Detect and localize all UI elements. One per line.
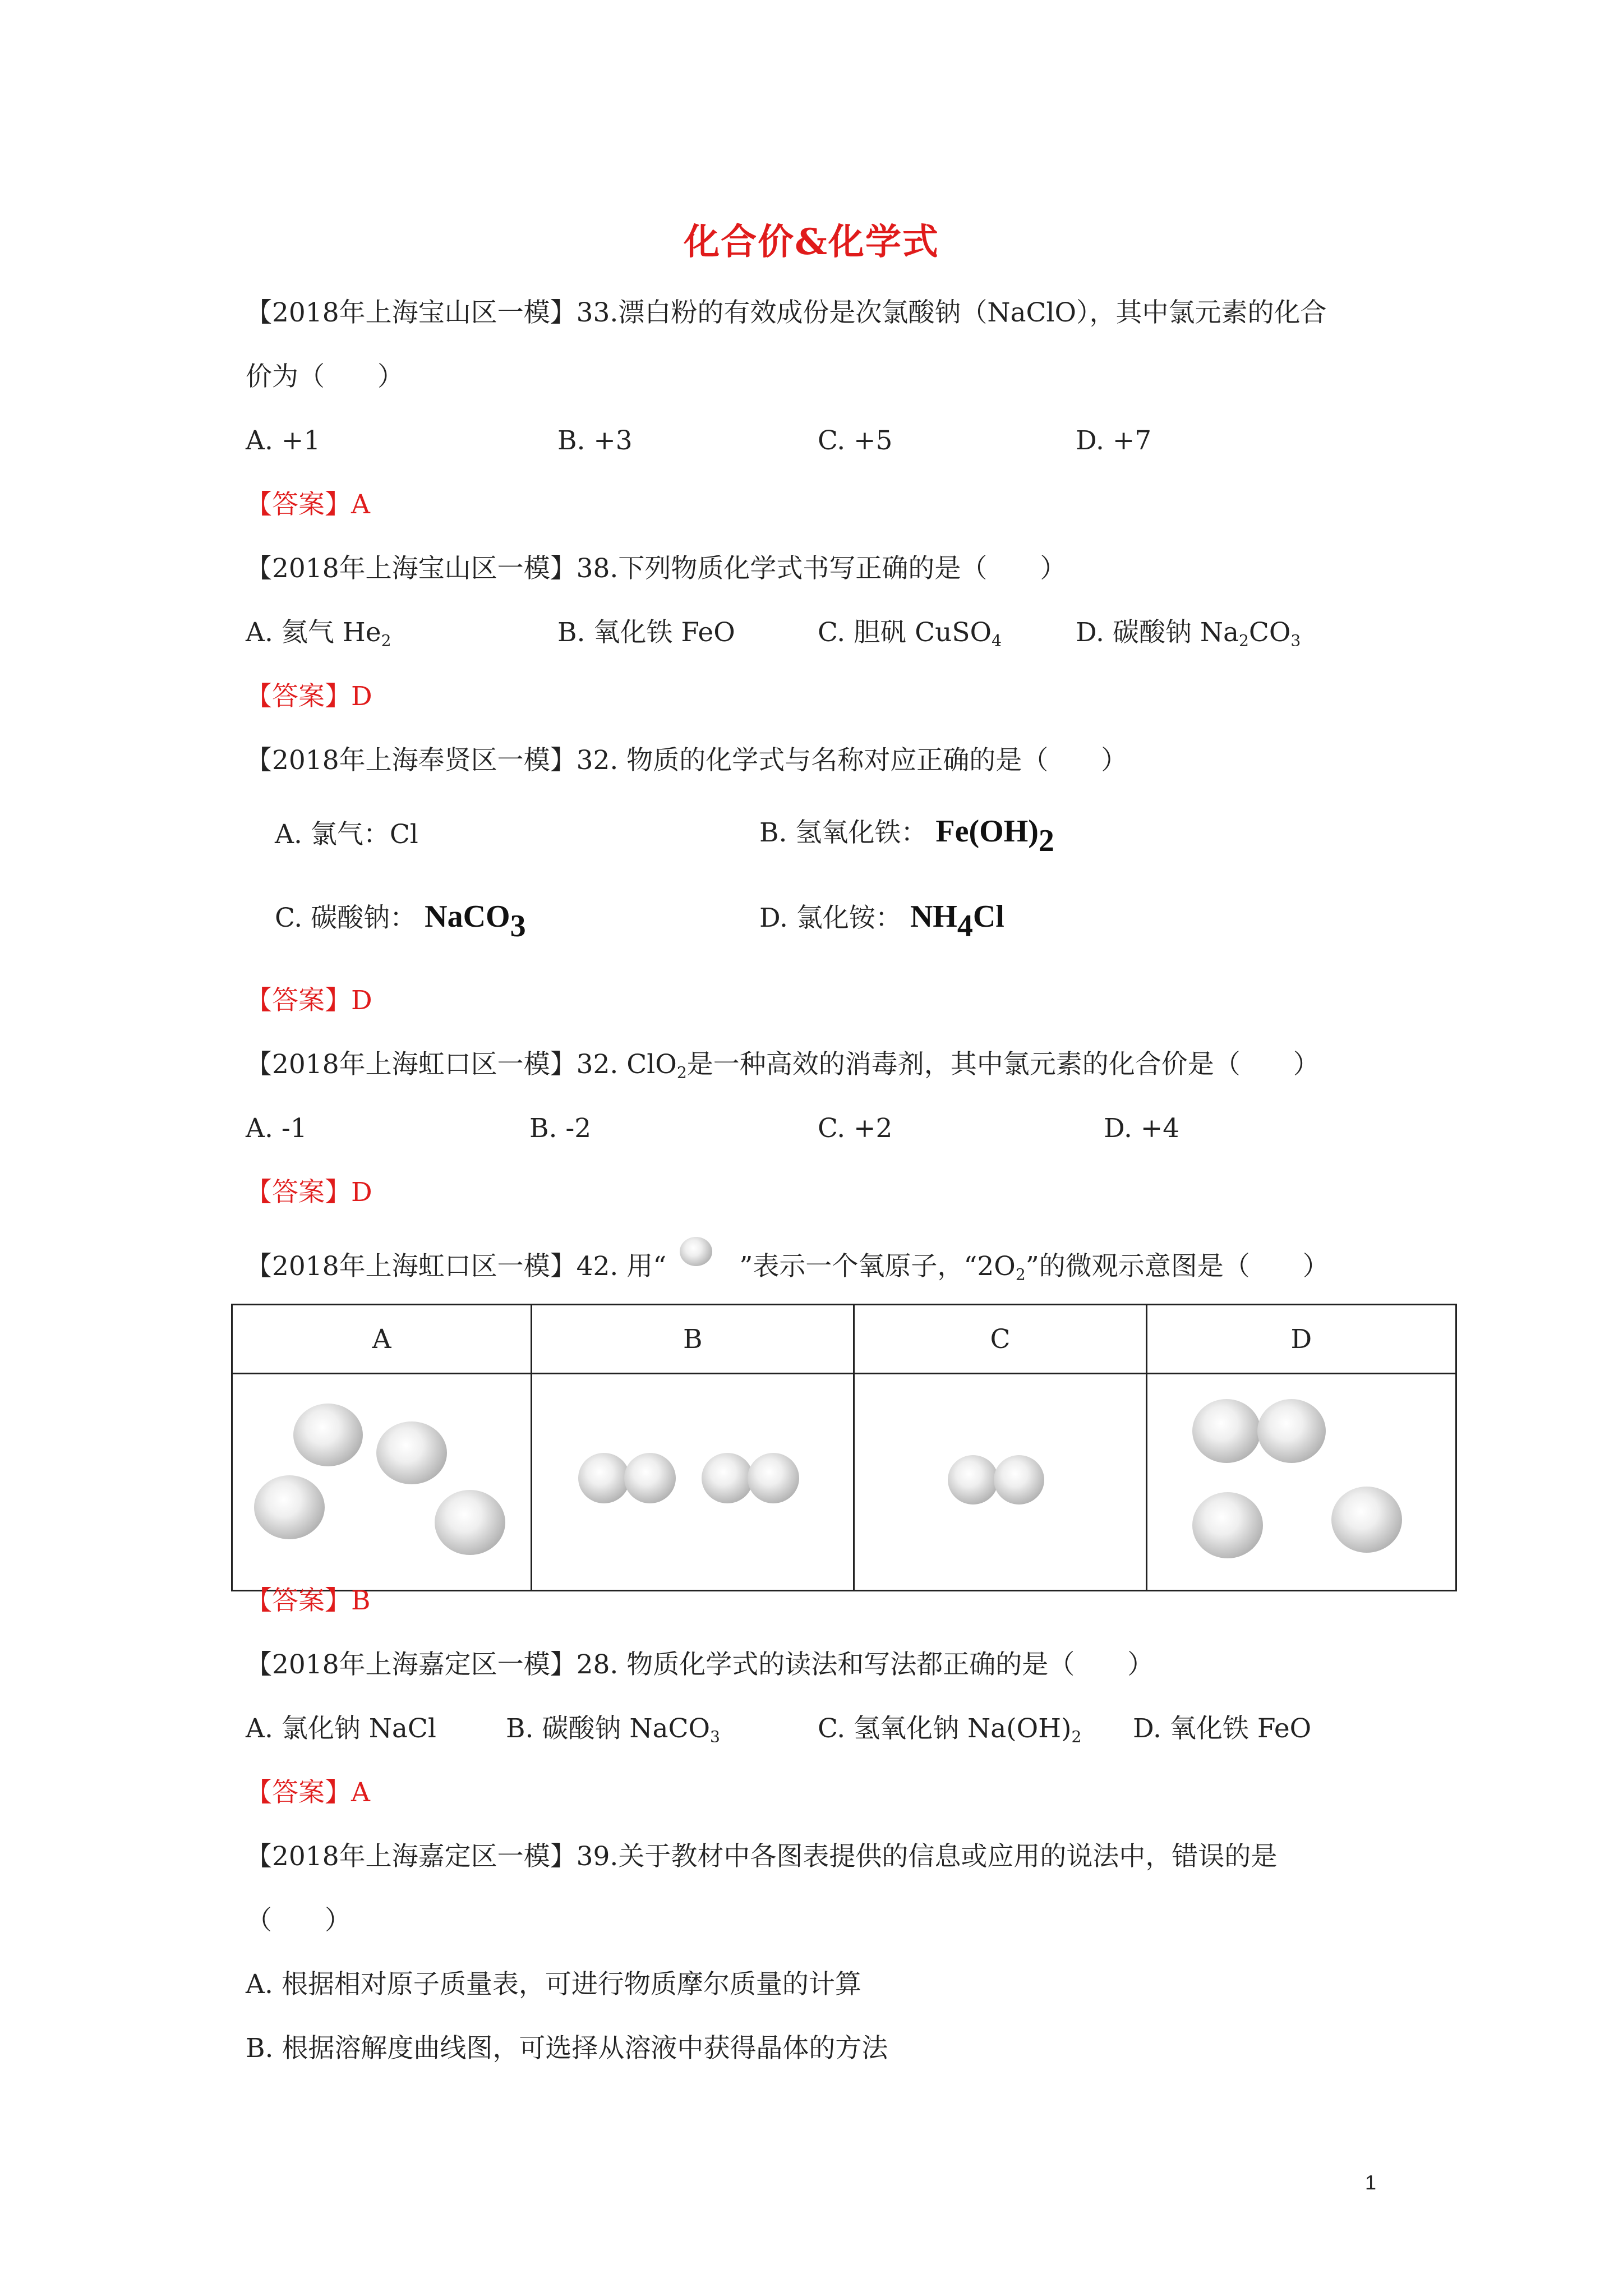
q2-option-d: D. 碳酸钠 $Na_2CO_3$ [1076, 617, 1301, 650]
q6-answer: 【答案】A [246, 1777, 370, 1808]
q2-answer: 【答案】D [246, 681, 372, 712]
q1-answer: 【答案】A [246, 489, 370, 520]
q6-stem: 【2018年上海嘉定区一模】28. 物质化学式的读法和写法都正确的是（ ） [246, 1649, 1154, 1680]
q5-stem: 【2018年上海虹口区一模】42. 用“ ”表示一个氧原子，“$2O_2$”的微观示意图是（ ） [246, 1250, 1329, 1291]
page-number: 1 [1365, 2171, 1377, 2194]
oxygen-atom [994, 1455, 1044, 1504]
q4-option-c: C. +2 [818, 1113, 893, 1144]
oxygen-atom [1331, 1487, 1402, 1553]
q1-option-b: B. +3 [557, 425, 633, 456]
oxygen-atom [435, 1490, 505, 1555]
page-title: 化合价&化学式 [684, 221, 939, 263]
diagram-b [532, 1374, 854, 1591]
q4-option-b: B. -2 [529, 1113, 592, 1144]
oxygen-atom [1192, 1492, 1263, 1558]
diagram-a [232, 1374, 532, 1591]
oxygen-atom [1192, 1399, 1261, 1463]
q6-option-b: B. 碳酸钠 NaCO$_3$ [506, 1713, 720, 1746]
q4-answer: 【答案】D [246, 1177, 372, 1208]
q3-answer: 【答案】D [246, 985, 372, 1016]
oxygen-atom-icon [680, 1237, 712, 1266]
q1-option-d: D. +7 [1076, 425, 1152, 456]
diagram-c [854, 1374, 1146, 1591]
q4-option-d: D. +4 [1104, 1113, 1180, 1144]
oxygen-atom [702, 1453, 753, 1503]
q6-option-d: D. 氧化铁 FeO [1133, 1713, 1312, 1744]
q3-option-b: B. 氢氧化铁： $Fe(OH)_2$ [759, 814, 1054, 858]
q3-option-d: D. 氯化铵： $NH_4Cl$ [759, 899, 1004, 944]
oxygen-atom [748, 1453, 799, 1503]
oxygen-atom [1257, 1399, 1326, 1463]
q7-option-a: A. 根据相对原子质量表，可进行物质摩尔质量的计算 [246, 1969, 861, 2000]
oxygen-atom [254, 1475, 325, 1539]
q3-stem: 【2018年上海奉贤区一模】32. 物质的化学式与名称对应正确的是（ ） [246, 745, 1128, 776]
oxygen-atom [293, 1404, 363, 1466]
q4-stem: 【2018年上海虹口区一模】32. ClO$_2$是一种高效的消毒剂，其中氯元素的化合价是（ ） [246, 1049, 1320, 1082]
oxygen-atom [578, 1453, 630, 1503]
q7-stem-line2: （ ） [246, 1905, 351, 1936]
q4-option-a: A. -1 [246, 1113, 307, 1144]
q7-stem-line1: 【2018年上海嘉定区一模】39.关于教材中各图表提供的信息或应用的说法中，错误的是 [246, 1841, 1278, 1872]
q1-option-c: C. +5 [818, 425, 893, 456]
q6-option-c: C. 氢氧化钠 $Na(OH)_2$ [818, 1713, 1082, 1746]
q2-option-a: A. 氦气 $He_2$ [246, 617, 391, 650]
q2-option-c: C. 胆矾 CuSO$_4$ [818, 617, 1002, 650]
q2-stem: 【2018年上海宝山区一模】38.下列物质化学式书写正确的是（ ） [246, 553, 1067, 584]
q1-option-a: A. +1 [246, 425, 321, 456]
header-b: B [532, 1305, 854, 1374]
atoms-table [231, 1304, 1457, 1591]
q1-stem-line2: 价为（ ） [246, 361, 404, 392]
q3-option-c: C. 碳酸钠： NaCO$_3$ [275, 899, 526, 944]
q1-stem-line1: 【2018年上海宝山区一模】33.漂白粉的有效成份是次氯酸钠（NaClO），其中氯元素的化合 [246, 297, 1327, 328]
q2-option-b: B. 氧化铁 FeO [557, 617, 735, 648]
oxygen-atom [948, 1455, 998, 1504]
header-c: C [854, 1305, 1146, 1374]
header-d: D [1146, 1305, 1456, 1374]
oxygen-atom [624, 1453, 676, 1503]
q6-option-a: A. 氯化钠 NaCl [246, 1713, 436, 1744]
q7-option-b: B. 根据溶解度曲线图，可选择从溶液中获得晶体的方法 [246, 2033, 888, 2064]
q3-option-a: A. 氯气：Cl [275, 819, 418, 850]
diagram-d [1146, 1374, 1456, 1591]
header-a: A [232, 1305, 532, 1374]
q5-answer: 【答案】B [246, 1585, 371, 1616]
oxygen-atom [376, 1421, 447, 1484]
